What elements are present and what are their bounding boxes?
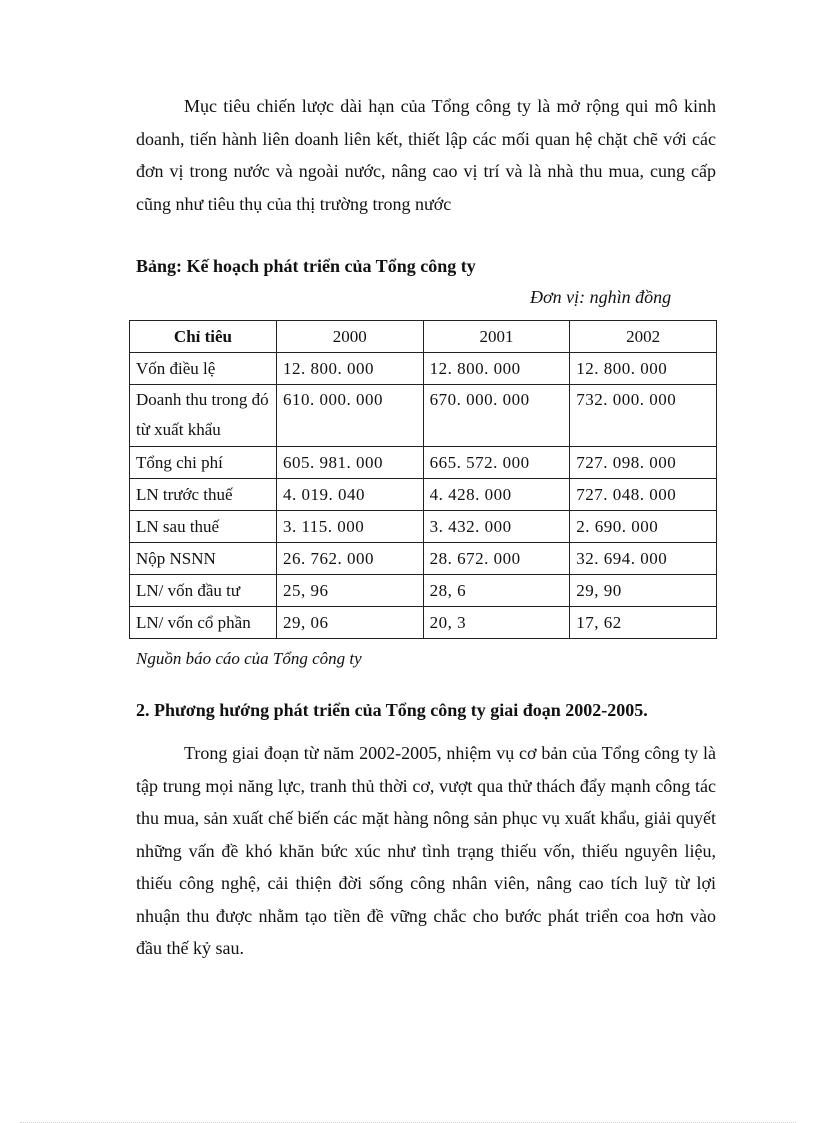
section-heading: 2. Phương hướng phát triển của Tổng công ty giai đoạn 2002-2005. — [136, 700, 648, 720]
section-paragraph — [136, 737, 716, 965]
cell-value: 3. 115. 000 — [276, 511, 423, 543]
intro-paragraph — [136, 90, 716, 220]
row-label: Tổng chi phí — [130, 447, 277, 479]
header-year-2000: 2000 — [276, 321, 423, 353]
row-label: Vốn điều lệ — [130, 353, 277, 385]
table-row — [130, 607, 717, 639]
source-note: Nguồn báo cáo của Tổng công ty — [136, 649, 362, 668]
table-row — [130, 511, 717, 543]
table-row — [130, 385, 717, 447]
section-text: Trong giai đoạn từ năm 2002-2005, nhiệm vụ cơ bản của Tổng công ty là tập trung mọi năng lực, tranh thủ thời cơ, vượt qua thử thách đẩy mạnh công tác thu mua, sản xuất chế biến các mặt hàng nông sản phục vụ xuất khẩu, giải quyết những vấn đề khó khăn bức xúc như tình trạng thiếu vốn, thiếu nguyên liệu, thiếu công nghệ, cải thiện đời sống công nhân viên, nâng cao tích luỹ từ lợi nhuận thu được nhằm tạo tiền đề vững chắc cho bước phát triển coa hơn vào đầu thế kỷ sau. — [136, 743, 716, 958]
header-year-2001: 2001 — [423, 321, 570, 353]
cell-value: 12. 800. 000 — [276, 353, 423, 385]
table-row — [130, 543, 717, 575]
table-title: Bảng: Kế hoạch phát triển của Tổng công ty — [136, 256, 476, 276]
table-row — [130, 353, 717, 385]
cell-value: 12. 800. 000 — [570, 353, 717, 385]
cell-value: 732. 000. 000 — [570, 385, 717, 447]
cell-value: 665. 572. 000 — [423, 447, 570, 479]
table-row — [130, 575, 717, 607]
cell-value: 4. 428. 000 — [423, 479, 570, 511]
row-label: Nộp NSNN — [130, 543, 277, 575]
cell-value: 3. 432. 000 — [423, 511, 570, 543]
row-label: Doanh thu trong đó từ xuất khẩu — [130, 385, 277, 447]
header-year-2002: 2002 — [570, 321, 717, 353]
table-row — [130, 447, 717, 479]
cell-value: 605. 981. 000 — [276, 447, 423, 479]
cell-value: 670. 000. 000 — [423, 385, 570, 447]
row-label: LN sau thuế — [130, 511, 277, 543]
cell-value: 25, 96 — [276, 575, 423, 607]
cell-value: 610. 000. 000 — [276, 385, 423, 447]
table-row — [130, 479, 717, 511]
cell-value: 2. 690. 000 — [570, 511, 717, 543]
row-label: LN/ vốn đầu tư — [130, 575, 277, 607]
cell-value: 17, 62 — [570, 607, 717, 639]
intro-text: Mục tiêu chiến lược dài hạn của Tổng công ty là mở rộng qui mô kinh doanh, tiến hành liên doanh liên kết, thiết lập các mối quan hệ chặt chẽ với các đơn vị trong nước và ngoài nước, nâng cao vị trí và là nhà thu mua, cung cấp cũng như tiêu thụ của thị trường trong nước — [136, 96, 716, 214]
cell-value: 4. 019. 040 — [276, 479, 423, 511]
cell-value: 727. 098. 000 — [570, 447, 717, 479]
cell-value: 20, 3 — [423, 607, 570, 639]
cell-value: 26. 762. 000 — [276, 543, 423, 575]
header-indicator: Chỉ tiêu — [130, 321, 277, 353]
development-plan-table — [129, 320, 717, 639]
unit-note: Đơn vị: nghìn đồng — [530, 287, 672, 307]
row-label: LN trước thuế — [130, 479, 277, 511]
cell-value: 29, 06 — [276, 607, 423, 639]
cell-value: 29, 90 — [570, 575, 717, 607]
table-header-row — [130, 321, 717, 353]
cell-value: 32. 694. 000 — [570, 543, 717, 575]
cell-value: 28. 672. 000 — [423, 543, 570, 575]
cell-value: 12. 800. 000 — [423, 353, 570, 385]
cell-value: 727. 048. 000 — [570, 479, 717, 511]
cell-value: 28, 6 — [423, 575, 570, 607]
row-label: LN/ vốn cổ phần — [130, 607, 277, 639]
